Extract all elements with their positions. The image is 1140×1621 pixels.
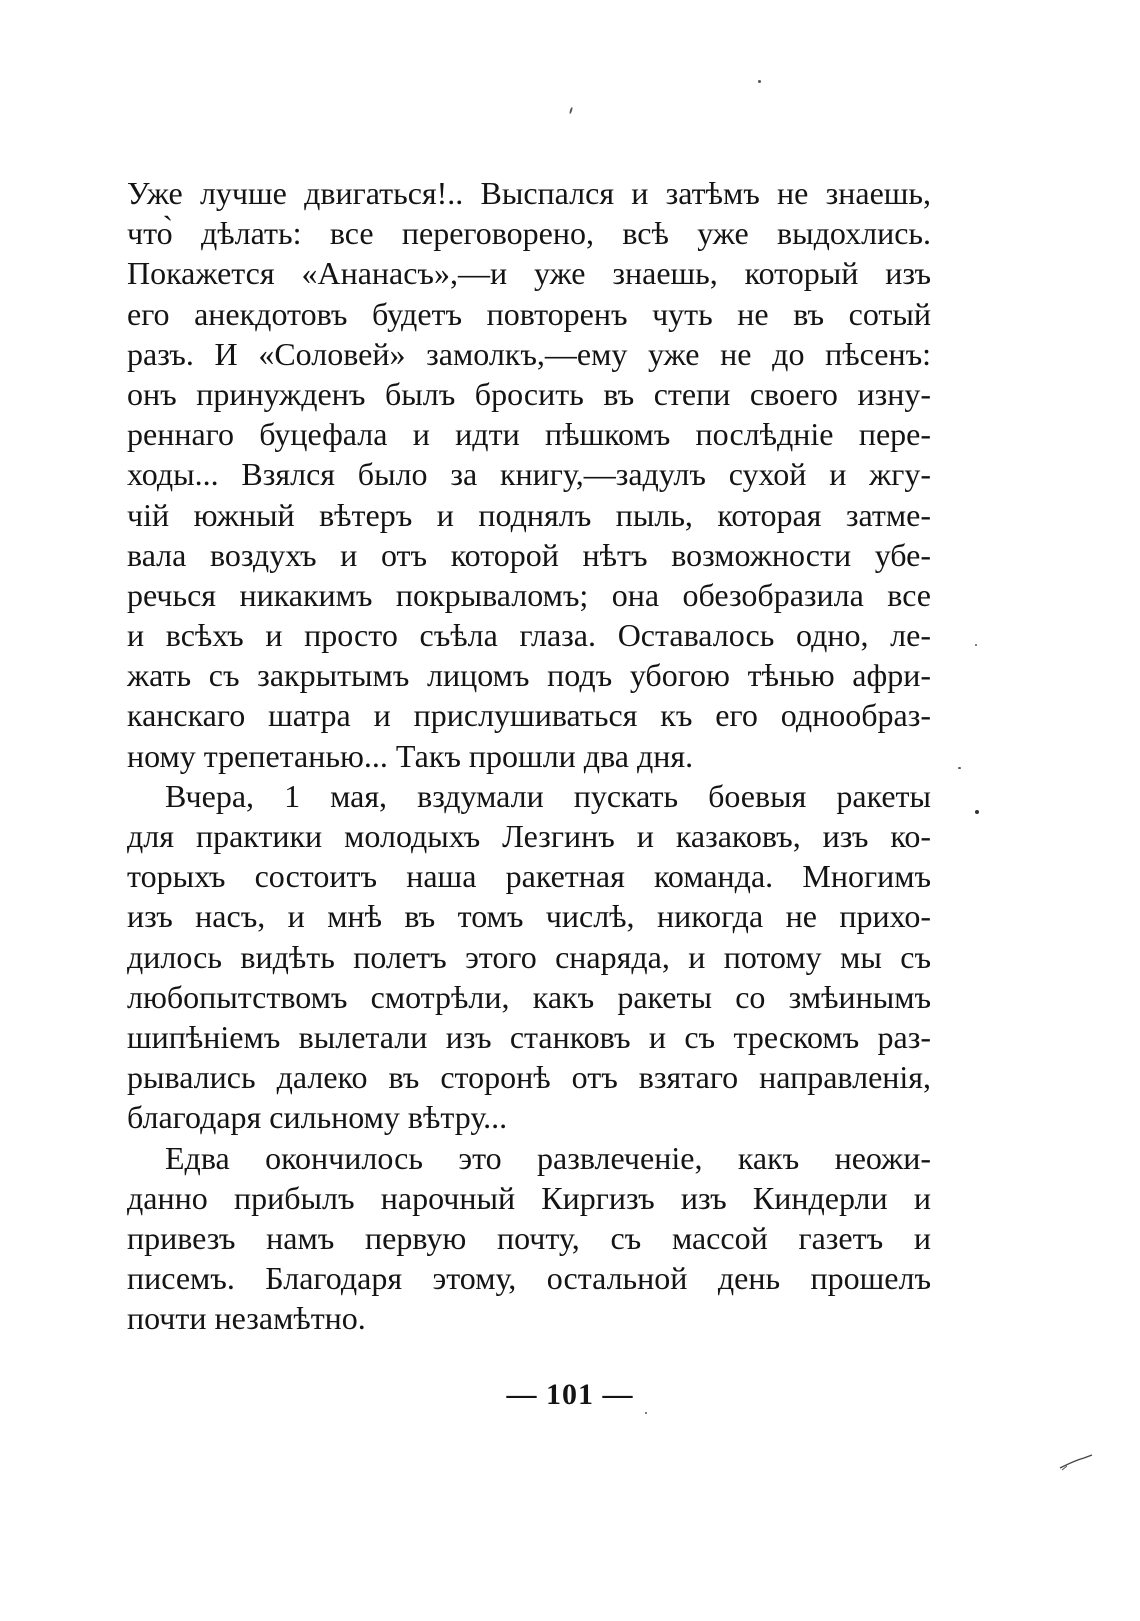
pencil-mark: [1058, 1452, 1098, 1472]
text-line: торыхъ состоитъ наша ракетная команда. Многимъ: [127, 858, 931, 895]
body-text: [127, 173, 931, 1338]
paragraph-3: [127, 1138, 931, 1339]
ink-speck: [975, 810, 979, 814]
text-line: дилось видѣть полетъ этого снаряда, и потому мы съ: [127, 938, 931, 975]
text-line: что̀ дѣлать: все переговорено, всѣ уже выдохлись.: [127, 215, 931, 252]
text-line: благодаря сильному вѣтру...: [127, 1099, 508, 1136]
paragraph-2: [127, 776, 931, 1138]
text-line: Покажется «Ананасъ»,—и уже знаешь, который изъ: [127, 255, 931, 292]
text-line: для практики молодыхъ Лезгинъ и казаковъ, изъ ко-: [127, 818, 931, 854]
text-line: ному трепетанью... Такъ прошли два дня.: [127, 737, 694, 774]
page-number: — 101 —: [506, 1378, 634, 1411]
text-line: привезъ намъ первую почту, съ массой газетъ и: [127, 1219, 931, 1256]
text-line: чій южный вѣтеръ и поднялъ пыль, которая затме-: [127, 496, 931, 533]
ink-speck: [975, 644, 977, 646]
text-line: и всѣхъ и просто съѣла глаза. Оставалось одно, ле-: [127, 617, 931, 654]
ink-speck: [958, 767, 961, 769]
text-line: почти незамѣтно.: [127, 1300, 366, 1337]
text-line: изъ насъ, и мнѣ въ томъ числѣ, никогда не прихо-: [127, 898, 931, 935]
paragraph-1: [127, 173, 931, 776]
text-line: Едва окончилось это развлеченіе, какъ неожи-: [165, 1139, 931, 1176]
text-line: канскаго шатра и прислушиваться къ его однообраз-: [127, 697, 931, 734]
text-line: вала воздухъ и отъ которой нѣтъ возможности убе-: [127, 536, 931, 573]
text-line: разъ. И «Соловей» замолкъ,—ему уже не до пѣсенъ:: [127, 335, 931, 372]
text-line: ходы... Взялся было за книгу,—задулъ сухой и жгу-: [127, 456, 931, 493]
text-line: рывались далеко въ сторонѣ отъ взятаго направленія,: [127, 1059, 931, 1096]
ink-speck: [758, 80, 761, 83]
text-line: онъ принужденъ былъ бросить въ степи своего изну-: [127, 375, 931, 412]
text-line: речься никакимъ покрываломъ; она обезобразила все: [127, 576, 931, 613]
text-line: реннаго буцефала и идти пѣшкомъ послѣдніе пере-: [127, 416, 931, 453]
text-line: любопытствомъ смотрѣли, какъ ракеты со змѣинымъ: [127, 978, 931, 1015]
ink-speck: [569, 107, 573, 114]
text-line: Вчера, 1 мая, вздумали пускать боевыя ракеты: [165, 777, 931, 814]
text-line: данно прибылъ нарочный Киргизъ изъ Киндерли и: [127, 1179, 931, 1216]
text-line: жать съ закрытымъ лицомъ подъ убогою тѣнью афри-: [127, 657, 931, 694]
text-line: Уже лучше двигаться!.. Выспался и затѣмъ не знаешь,: [127, 175, 931, 211]
text-line: его анекдотовъ будетъ повторенъ чуть не въ сотый: [127, 295, 931, 332]
text-line: писемъ. Благодаря этому, остальной день прошелъ: [127, 1260, 931, 1297]
text-line: шипѣніемъ вылетали изъ станковъ и съ трескомъ раз-: [127, 1018, 931, 1055]
